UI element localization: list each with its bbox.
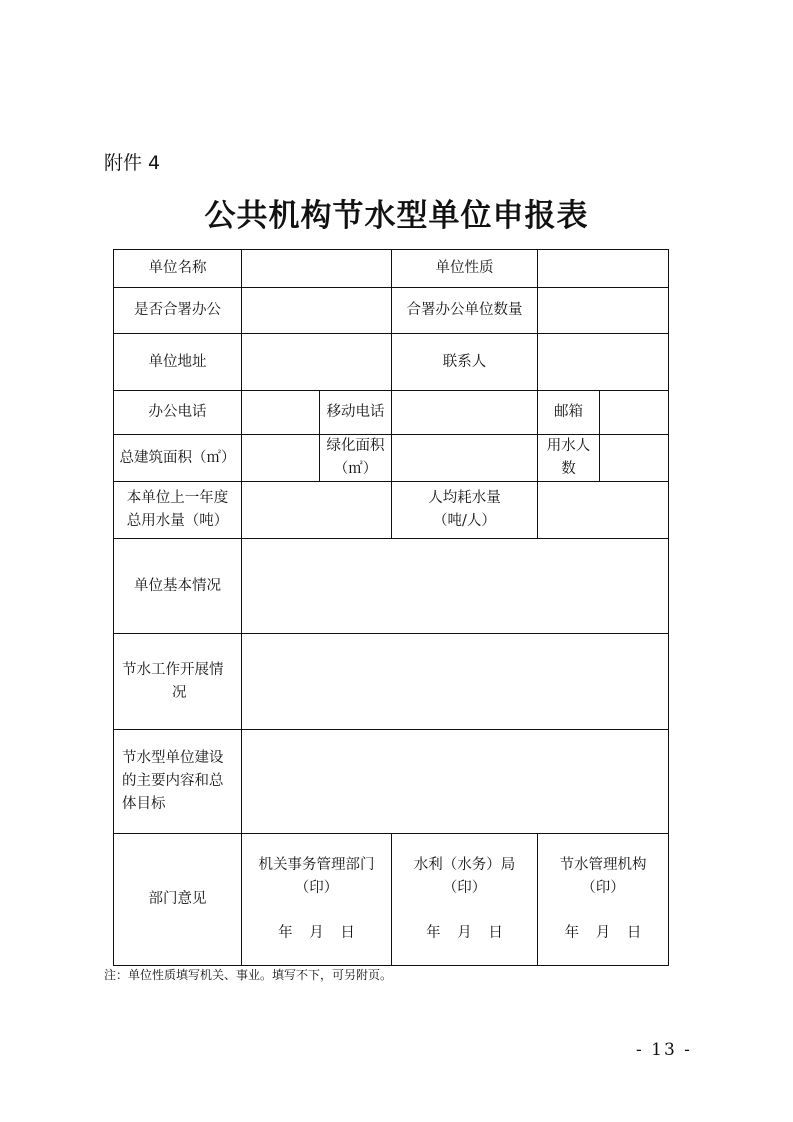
construction-goals-label-line1: 节水型单位建设 — [122, 750, 224, 766]
office-phone-label: 办公电话 — [114, 391, 242, 435]
application-form-table — [113, 249, 669, 966]
work-progress-field[interactable] — [242, 634, 669, 730]
attachment-label: 附件 4 — [104, 152, 161, 174]
building-area-field[interactable] — [242, 435, 320, 482]
green-area-label-line1: 绿化面积 — [326, 438, 385, 454]
table-row — [114, 334, 669, 391]
office-phone-field[interactable] — [242, 391, 320, 435]
unit-nature-label: 单位性质 — [392, 250, 538, 288]
water-mgmt-signature[interactable] — [538, 834, 669, 966]
construction-goals-label-line2: 的主要内容和总 — [122, 773, 224, 789]
last-year-water-label — [114, 482, 242, 539]
green-area-label-line2: （㎡） — [333, 461, 378, 477]
per-capita-water-label-line1: 人均耗水量 — [428, 490, 501, 506]
work-progress-label — [114, 634, 242, 730]
building-area-label: 总建筑面积（㎡） — [114, 435, 242, 482]
per-capita-water-field[interactable] — [538, 482, 669, 539]
table-row — [114, 539, 669, 634]
signature-seal: （印） — [294, 880, 339, 896]
construction-goals-label-line3: 体目标 — [122, 796, 166, 812]
signature-seal: （印） — [442, 880, 487, 896]
signature-date: 年 月 日 — [564, 925, 642, 941]
mobile-phone-label: 移动电话 — [320, 391, 392, 435]
table-row — [114, 250, 669, 288]
shared-units-count-label: 合署办公单位数量 — [392, 288, 538, 334]
construction-goals-label — [114, 730, 242, 834]
table-row — [114, 634, 669, 730]
footnote: 注：单位性质填写机关、事业。填写不下，可另附页。 — [104, 968, 393, 982]
basic-info-field[interactable] — [242, 539, 669, 634]
per-capita-water-label-line2: （吨/人） — [433, 513, 496, 529]
shared-office-field[interactable] — [242, 288, 392, 334]
table-row — [114, 391, 669, 435]
construction-goals-field[interactable] — [242, 730, 669, 834]
work-progress-label-line1: 节水工作开展情 — [122, 661, 224, 678]
table-row — [114, 834, 669, 966]
table-row — [114, 482, 669, 539]
unit-name-field[interactable] — [242, 250, 392, 288]
signature-date: 年 月 日 — [278, 925, 355, 941]
signature-seal: （印） — [581, 880, 625, 896]
shared-units-count-field[interactable] — [538, 288, 669, 334]
work-progress-label-line2: 况 — [172, 684, 187, 701]
table-row — [114, 730, 669, 834]
per-capita-water-label — [392, 482, 538, 539]
water-users-label — [538, 435, 600, 482]
mobile-phone-field[interactable] — [392, 391, 538, 435]
table-row — [114, 288, 669, 334]
admin-affairs-signature[interactable] — [242, 834, 392, 966]
signature-date: 年 月 日 — [426, 925, 503, 941]
last-year-water-field[interactable] — [242, 482, 392, 539]
water-users-label-line2: 数 — [561, 461, 576, 477]
contact-person-field[interactable] — [538, 334, 669, 391]
water-users-field[interactable] — [600, 435, 669, 482]
green-area-field[interactable] — [392, 435, 538, 482]
postcode-label: 邮箱 — [538, 391, 600, 435]
water-bureau-signature[interactable] — [392, 834, 538, 966]
dept-opinion-label: 部门意见 — [114, 834, 242, 966]
basic-info-label: 单位基本情况 — [114, 539, 242, 634]
unit-name-label: 单位名称 — [114, 250, 242, 288]
unit-address-label: 单位地址 — [114, 334, 242, 391]
contact-person-label: 联系人 — [392, 334, 538, 391]
green-area-label — [320, 435, 392, 482]
page-number: - 13 - — [636, 1040, 692, 1060]
signature-org: 机关事务管理部门 — [258, 857, 375, 873]
form-title: 公共机构节水型单位申报表 — [204, 198, 589, 234]
water-users-label-line1: 用水人 — [546, 438, 591, 454]
unit-address-field[interactable] — [242, 334, 392, 391]
last-year-water-label-line2: 总用水量（吨） — [126, 513, 229, 529]
last-year-water-label-line1: 本单位上一年度 — [126, 490, 229, 506]
unit-nature-field[interactable] — [538, 250, 669, 288]
signature-org: 节水管理机构 — [559, 857, 647, 873]
postcode-field[interactable] — [600, 391, 669, 435]
table-row — [114, 435, 669, 482]
signature-org: 水利（水务）局 — [413, 857, 516, 873]
shared-office-label: 是否合署办公 — [114, 288, 242, 334]
